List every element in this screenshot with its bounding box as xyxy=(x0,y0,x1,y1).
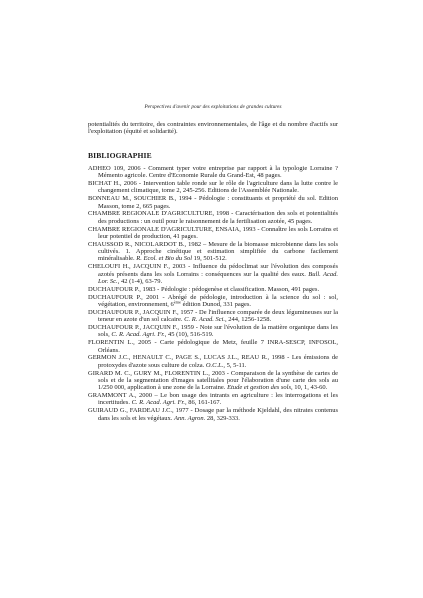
reference-item: FLORENTIN L., 2005 - Carte pédologique de Metz, feuille 7 INRA-SESCP, INFOSOL, Orléans. xyxy=(88,339,338,354)
journal-name: C. R. Acad. Agri. Fr. xyxy=(111,331,165,339)
page-content xyxy=(88,121,338,422)
reference-item: DUCHAUFOUR P., 1983 - Pédologie : pédogenèse et classification. Masson, 491 pages. xyxy=(88,285,320,293)
reference-item: BICHAT H., 2006 - Intervention table ronde sur le rôle de l'agriculture dans la lutte contre le changement climatique, tome 2, 245-256. Editions de l'Assemblée Nationale. xyxy=(88,180,338,195)
running-header: Perspectives d'avenir pour des exploitations de grandes cultures xyxy=(144,104,282,110)
journal-name: Etude et gestion des sols xyxy=(227,384,291,392)
reference-item: GERMON J.C., HENAULT C., PAGE S., LUCAS J.L., REAU R., 1998 - Les émissions de protoxydes d'azote sous culture de colza. O.C.L., 5, 5-11. xyxy=(88,354,338,369)
reference-item: GRAMMONT A., 2000 – Le bon usage des intrants en agriculture : les interrogations et les incertitudes. C. R. Acad. Agri. Fr., 86, 161-167. xyxy=(88,392,338,407)
reference-item: DUCHAUFOUR P., 2001 - Abrégé de pédologie, introduction à la science du sol : sol, végétation, environnement, 6ème édition Dunod, 331 pages. xyxy=(88,293,338,308)
journal-name: R. Ecol. et Bio du Sol xyxy=(136,255,193,263)
reference-item: DUCHAUFOUR P., JACQUIN F., 1959 - Note sur l'évolution de la matière organique dans les sols, C. R. Acad. Agri. Fr., 45 (10), 516-519. xyxy=(88,324,338,339)
journal-name: Ann. Agron. xyxy=(174,414,206,422)
reference-item: BONNEAU M., SOUCHIER B., 1994 - Pédologie : constituants et propriété du sol. Edition Masson, tome 2, 665 pages. xyxy=(88,195,338,210)
reference-item: CHAUSSOD R., NICOLARDOT B., 1982 – Mesure de la biomasse microbienne dans les sols cultivés. 1. Approche cinétique et estimation simplifiée du carbone facilement minéralisable. R. Ecol. et Bio du Sol 19, 501-512. xyxy=(88,240,338,263)
journal-name: C. R. Acad. Sci. xyxy=(184,316,226,324)
reference-item: CHELOUFI H., JACQUIN F., 2003 - Influence du pédoclimat sur l'évolution des composés azotés présents dans les sols Lorrains : conséquences sur la qualité des eaux. Bull. Acad. Lor. Sc., 42 (1-4), 63-79. xyxy=(88,263,339,285)
intro-paragraph: potentialités du territoire, des contraintes environnementales, de l'âge et du nombre d'actifs sur l'exploitation (équité et solidarité). xyxy=(88,121,338,136)
reference-item: GUIRAUD G., FARDEAU J.C., 1977 - Dosage par la méthode Kjeldahl, des nitrates contenus dans les sols et les végétaux. Ann. Agron. 28, 329-333. xyxy=(88,407,338,422)
journal-name: O.C.L. xyxy=(205,361,224,369)
reference-item: GIRARD M. C., GURY M., FLORENTIN L., 2003 - Comparaison de la synthèse de cartes de sols et de la segmentation d'images satellitales pour l'élaboration d'une carte des sols au 1/250 000, application à une zone de la Lorraine. Etude et gestion des sols, 10, 1, 43-60. xyxy=(88,369,338,392)
journal-name: Bull. Acad. Lor. Sc. xyxy=(98,270,339,285)
journal-name: C. R. Acad. Agri. Fr. xyxy=(131,399,185,407)
reference-item: CHAMBRE REGIONALE D'AGRICULTURE, 1998 - Caractérisation des sols et potentialités des productions : un outil pour le raisonnement de la fertilisation azotée, 45 pages. xyxy=(88,210,338,225)
reference-item: ADHEO 109, 2006 - Comment typer votre entreprise par rapport à la typologie Lorraine ? Mémento agricole. Centre d'Economie Rurale du Grand-Est, 48 pages. xyxy=(88,164,338,180)
reference-item: CHAMBRE REGIONALE D'AGRICULTURE, ENSAIA, 1993 - Connaître les sols Lorrains et leur potentiel de production, 41 pages. xyxy=(88,225,338,240)
reference-list xyxy=(88,165,338,422)
reference-item: DUCHAUFOUR P., JACQUIN F., 1957 - De l'influence comparée de deux légumineuses sur la teneur en azote d'un sol calcaire. C. R. Acad. Sci., 244, 1256-1258. xyxy=(88,308,338,324)
superscript: ème xyxy=(173,299,181,305)
bibliography-heading: BIBLIOGRAPHIE xyxy=(88,150,152,160)
